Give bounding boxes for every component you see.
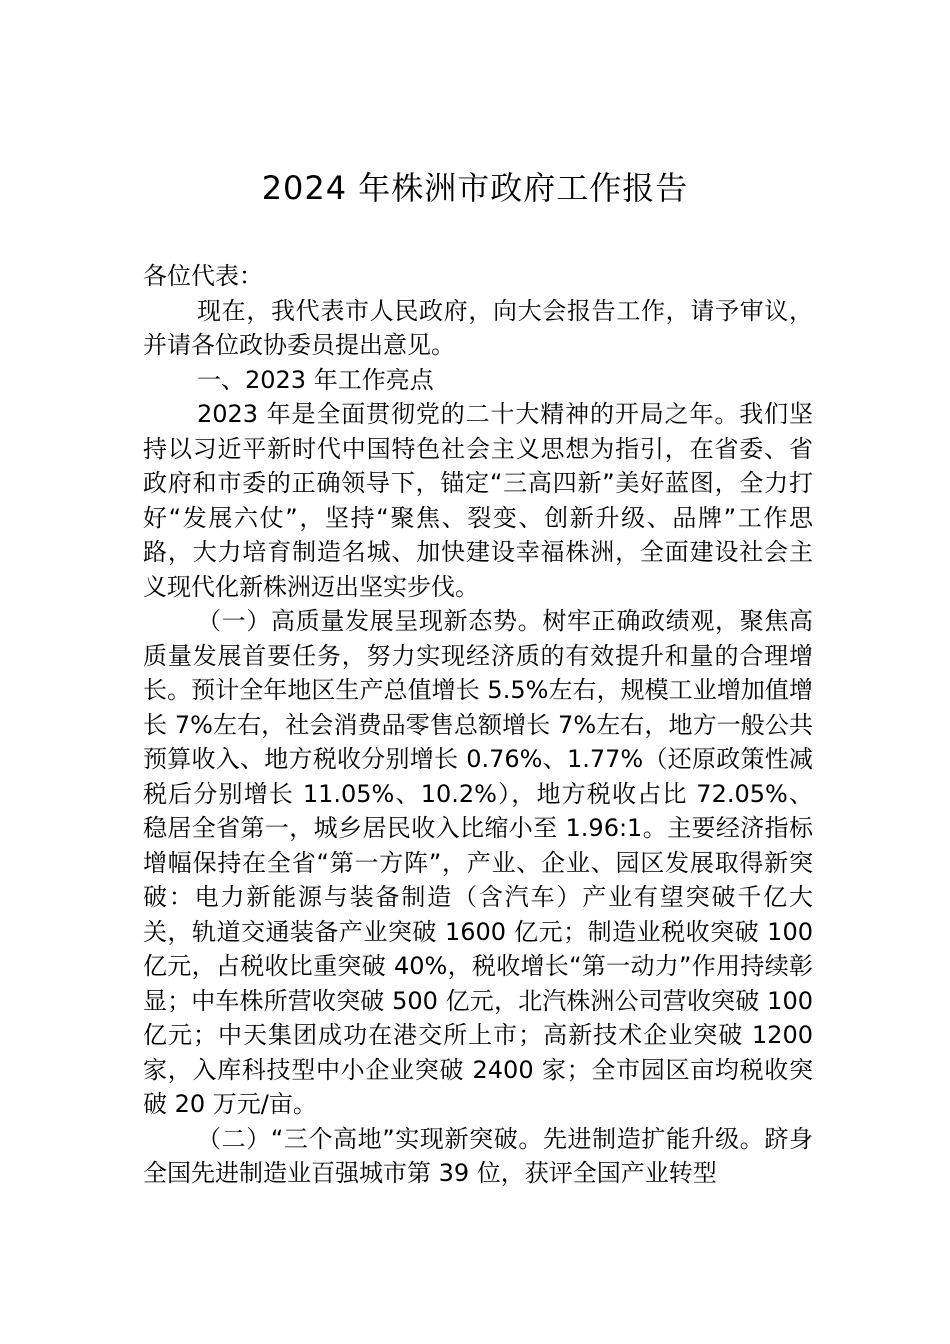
document-body [143,259,813,1191]
subsection-2-paragraph: （二）“三个高地”实现新突破。先进制造扩能升级。跻身全国先进制造业百强城市第 39 位，获评全国产业转型 [143,1124,813,1187]
overview-paragraph: 2023 年是全面贯彻党的二十大精神的开局之年。我们坚持以习近平新时代中国特色社会主义思想为指引，在省委、省政府和市委的正确领导下，锚定“三高四新”美好蓝图，全力打好“发展六仗”，坚持“聚焦、裂变、创新升级、品牌”工作思路，大力培育制造名城、加快建设幸福株洲，全面建设社会主义现代化新株洲迈出坚实步伐。 [143,400,813,601]
subsection-1-paragraph: （一）高质量发展呈现新态势。树牢正确政绩观，聚焦高质量发展首要任务，努力实现经济质的有效提升和量的合理增长。预计全年地区生产总值增长 5.5%左右，规模工业增加值增长 7%左右，社会消费品零售总额增长 7%左右，地方一般公共预算收入、地方税收分别增长 0.76%、1.77%（还原政策性减税后分别增长 11.05%、10.2%），地方税收占比 72.05%、稳居全省第一，城乡居民收入比缩小至 1.96:1。主要经济指标增幅保持在全省“第一方阵”，产业、企业、园区发展取得新突破：电力新能源与装备制造（含汽车）产业有望突破千亿大关，轨道交通装备产业突破 1600 亿元；制造业税收突破 100 亿元，占税收比重突破 40%，税收增长“第一动力”作用持续彰显；中车株所营收突破 500 亿元，北汽株洲公司营收突破 100 亿元；中天集团成功在港交所上市；高新技术企业突破 1200 家，入库科技型中小企业突破 2400 家；全市园区亩均税收突破 20 万元/亩。 [143,607,813,1118]
salutation: 各位代表： [143,262,263,290]
intro-paragraph: 现在，我代表市人民政府，向大会报告工作，请予审议，并请各位政协委员提出意见。 [143,296,813,359]
document-title: 2024 年株洲市政府工作报告 [261,169,689,207]
section-heading: 一、2023 年工作亮点 [197,365,434,394]
